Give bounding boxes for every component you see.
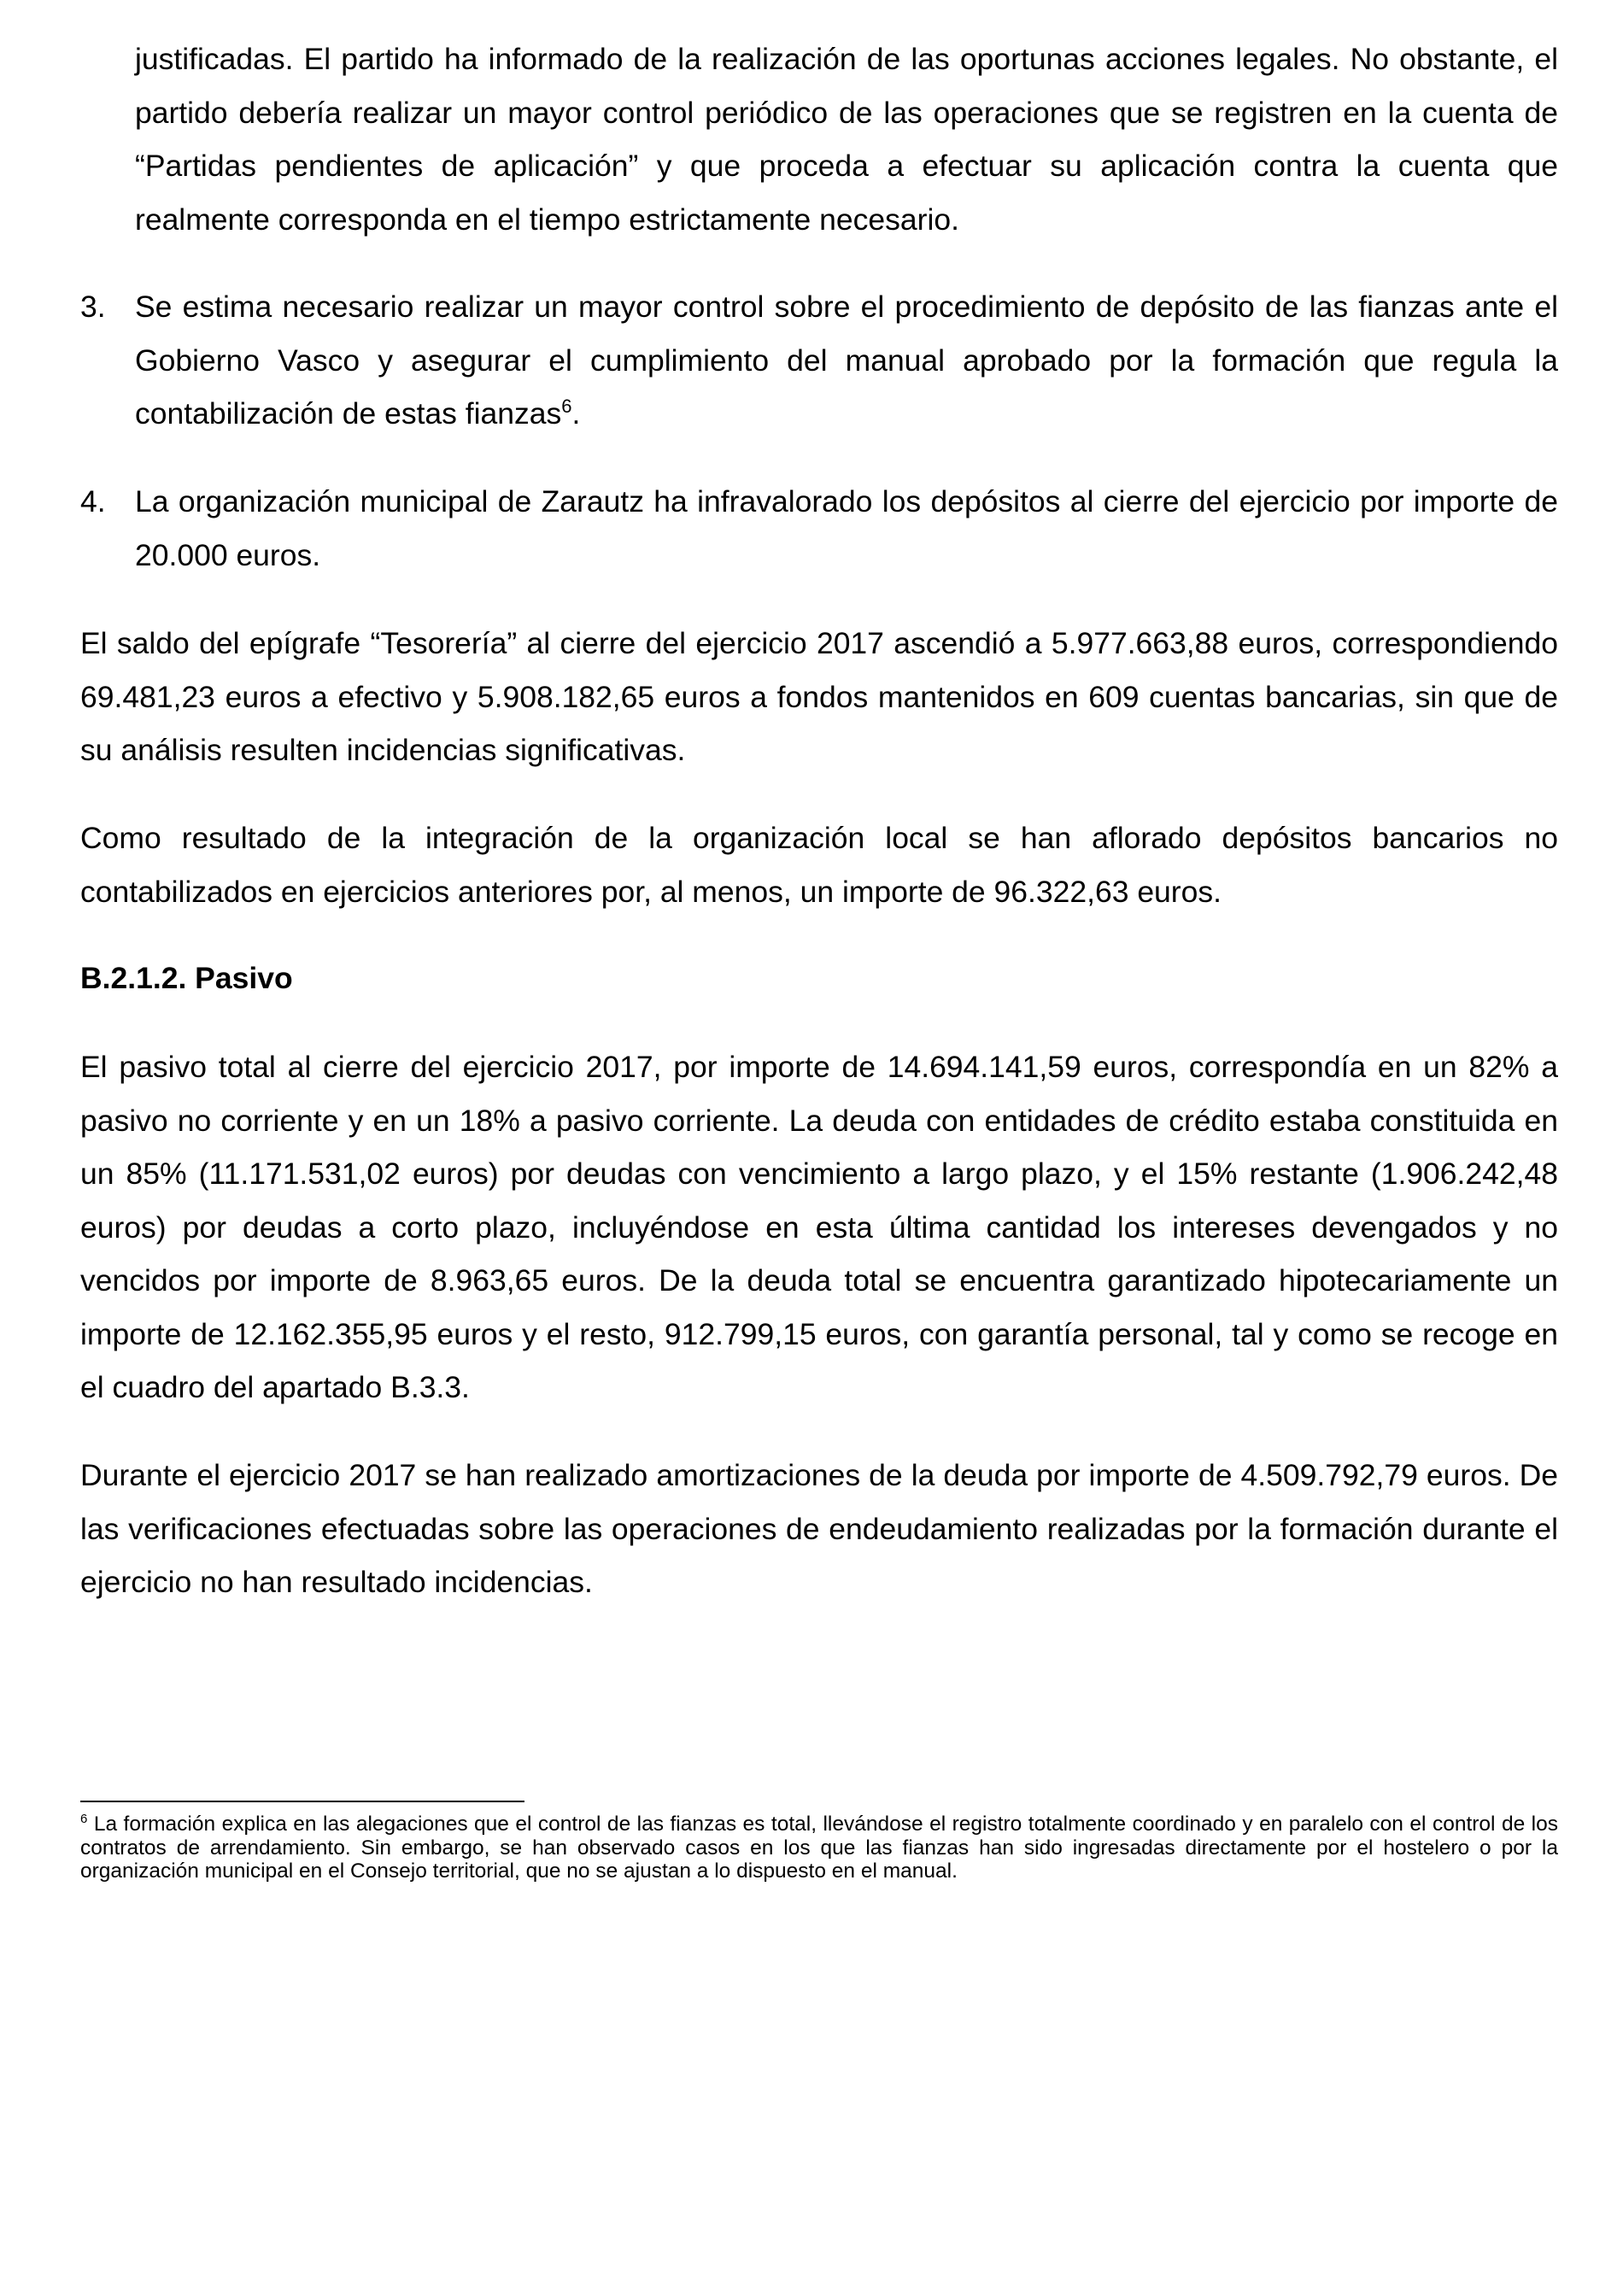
amortization-paragraph: Durante el ejercicio 2017 se han realizado amortizaciones de la deuda por importe de 4.509.792,79 euros. De las verificaciones efectuadas sobre las operaciones de endeudamiento realizadas por la formación durante el ejercicio no han resultado incidencias. [80,1458,1558,1599]
continuation-paragraph: justificadas. El partido ha informado de la realización de las oportunas acciones legales. No obstante, el partido debería realizar un mayor control periódico de las operaciones que se registren en la cuenta de “Partidas pendientes de aplicación” y que proceda a efectuar su aplicación contra la cuenta que realmente corresponda en el tiempo estrictamente necesario. [135,42,1558,237]
footnote-reference: 6 [561,395,572,418]
section-heading: B.2.1.2. Pasivo [80,961,293,995]
integration-paragraph: Como resultado de la integración de la organización local se han aflorado depósitos bancarios no contabilizados en ejercicios anteriores por, al menos, un importe de 96.322,63 euros. [80,821,1558,909]
footnote-number: 6 [80,1811,88,1826]
list-text: La organización municipal de Zarautz ha infravalorado los depósitos al cierre del ejercicio por importe de 20.000 euros. [135,484,1558,572]
footnote-divider [80,1801,524,1802]
treasury-paragraph: El saldo del epígrafe “Tesorería” al cierre del ejercicio 2017 ascendió a 5.977.663,88 euros, correspondiendo 69.481,23 euros a efectivo y 5.908.182,65 euros a fondos mantenidos en 609 cuentas bancarias, sin que de su análisis resulten incidencias significativas. [80,626,1558,767]
list-text: Se estima necesario realizar un mayor control sobre el procedimiento de depósito de las fianzas ante el Gobierno Vasco y asegurar el cumplimiento del manual aprobado por la formación que regula la contabilización de estas fianzas$^6$. [135,290,1558,430]
liabilities-paragraph: El pasivo total al cierre del ejercicio 2017, por importe de 14.694.141,59 euros, correspondía en un 82% a pasivo no corriente y en un 18% a pasivo corriente. La deuda con entidades de crédito estaba constituida en un 85% (11.171.531,02 euros) por deudas con vencimiento a largo plazo, y el 15% restante (1.906.242,48 euros) por deudas a corto plazo, incluyéndose en esta última cantidad los intereses devengados y no vencidos por importe de 8.963,65 euros. De la deuda total se encuentra garantizado hipotecariamente un importe de 12.162.355,95 euros y el resto, 912.799,15 euros, con garantía personal, tal y como se recoge en el cuadro del apartado B.3.3. [80,1050,1558,1404]
footnote-text: La formación explica en las alegaciones que el control de las fianzas es total, llevándose el registro totalmente coordinado y en paralelo con el control de los contratos de arrendamiento. Sin embargo, se han observado casos en los que las fianzas han sido ingresadas directamente por el hostelero o por la organización municipal en el Consejo territorial, que no se ajustan a lo dispuesto en el manual. [80,1813,1558,1883]
list-number: 4. [80,484,106,518]
footnote [80,1813,1558,1883]
list-number: 3. [80,290,106,324]
document-page [80,0,1558,2296]
